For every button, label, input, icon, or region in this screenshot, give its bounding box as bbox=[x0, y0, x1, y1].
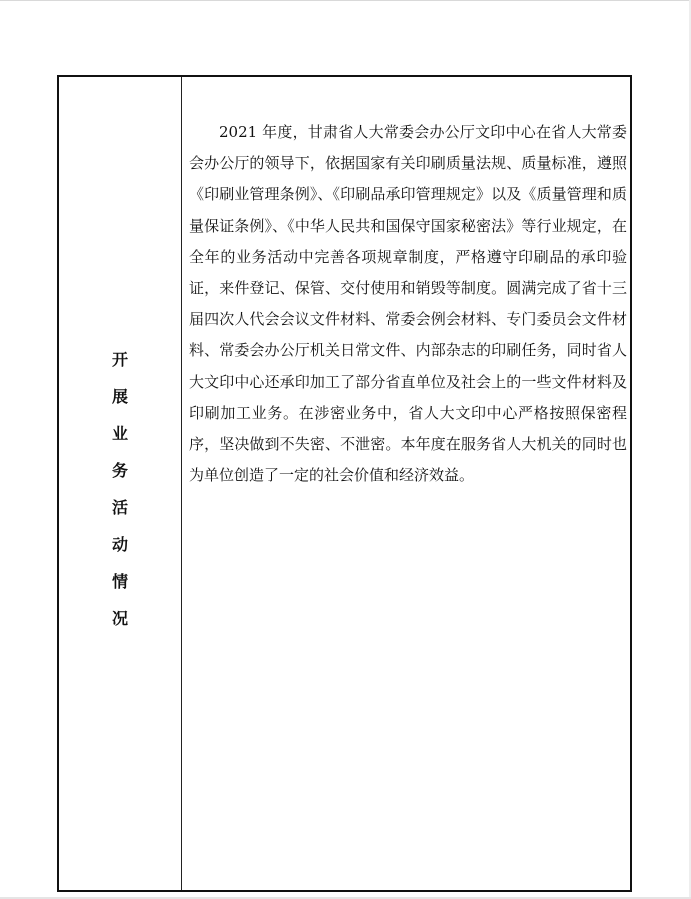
row-label-char: 活 bbox=[111, 498, 128, 517]
business-activity-table bbox=[57, 75, 632, 892]
activity-description: 2021 年度，甘肃省人大常委会办公厅文印中心在省人大常委会办公厅的领导下，依据国家有关印刷质量法规、质量标准，遵照《印刷业管理条例》、《印刷品承印管理规定》以及《质量管理和质量保证条例》、《中华人民共和国保守国家秘密法》等行业规定，在全年的业务活动中完善各项规章制度，严格遵守印刷品的承印验证，来件登记、保管、交付使用和销毁等制度。圆满完成了省十三届四次人代会会议文件材料、常委会例会材料、专门委员会文件材料、常委会办公厅机关日常文件、内部杂志的印刷任务，同时省人大文印中心还承印加工了部分省直单位及社会上的一些文件材料及印刷加工业务。在涉密业务中，省人大文印中心严格按照保密程序，坚决做到不失密、不泄密。本年度在服务省人大机关的同时也为单位创造了一定的社会价值和经济效益。 bbox=[189, 123, 627, 485]
row-label-vertical bbox=[59, 347, 181, 632]
row-label-cell bbox=[59, 77, 181, 890]
row-label-char: 展 bbox=[111, 387, 128, 406]
row-label-char: 开 bbox=[111, 350, 128, 369]
column-divider bbox=[181, 77, 182, 890]
row-label-char: 情 bbox=[111, 572, 128, 591]
row-label-char: 务 bbox=[111, 461, 128, 480]
content-cell bbox=[189, 117, 627, 491]
row-label-char: 况 bbox=[111, 609, 128, 628]
row-label-char: 动 bbox=[111, 535, 128, 554]
row-label-char: 业 bbox=[111, 424, 128, 443]
page-top-edge bbox=[0, 0, 691, 1]
